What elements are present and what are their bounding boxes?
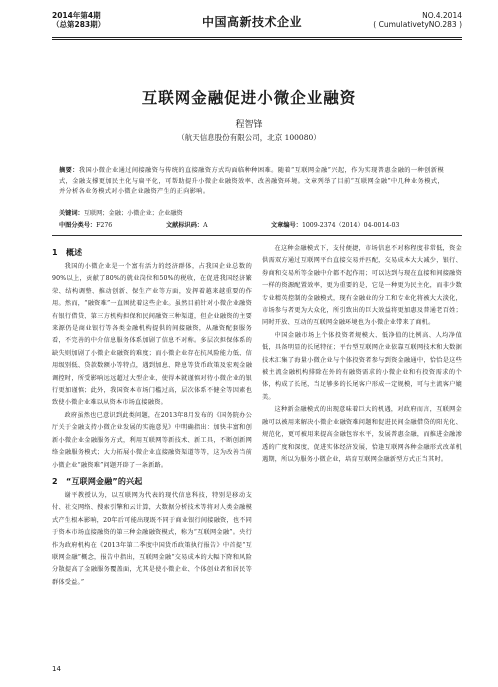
- section-2-paragraph-3: 中国金融市场上个体投资者规模大、低净值的比例高、人均净值低，具备明显的长尾特征；平台型互联网企业依靠互联网技术和大数据技术汇集了海量小微企业与个体投资者参与到资金融通中，恰恰是这些被主流金融机构排除在外的有融资需求的小微企业和有投资需求的个体，构成了长尾，当足够多的长尾客户形成一定规模，可与主流客户媲美。: [262, 331, 462, 401]
- total-issue: （总第283期）: [52, 20, 106, 29]
- issue-no: NO.4.2014: [422, 11, 462, 20]
- keywords: [59, 208, 183, 217]
- body-column-right: [262, 243, 462, 466]
- meta-divider: [52, 235, 462, 236]
- page-header: [0, 0, 498, 46]
- article-title: 互联网金融促进小微企业融资: [141, 88, 357, 107]
- abstract-label: 摘要：: [59, 167, 79, 174]
- article-author: 程智锋: [235, 120, 263, 130]
- section-2-title: 2 “互联网金融”的兴起: [52, 476, 143, 486]
- issue-info: [52, 11, 105, 29]
- clc-value: F276: [96, 222, 113, 229]
- section-2-paragraph-1: 谢平教授认为，以互联网为代表的现代信息科技，特别是移动支付、社交网络、搜索引擎和云计算，大数据分析技术等将对人类金融模式产生根本影响，20年后可能出现既不同于商业银行间接融资，也不同于资本市场直接融资的第三种金融融资模式，称为“互联网金融”。央行作为政府机构在《2013年第二季度中国货币政策执行报告》中首提“互联网金融”概念，报告中指出，互联网金融“交易成本的大幅下降和风险分散提高了金融服务覆盖面，尤其是使小微企业、个体创业者和居民等群体受益。”: [52, 491, 252, 586]
- section-2-paragraph-4: 这种新金融模式的出现意味着巨大的机遇，对政府而言，互联网金融可以被用来解决小微企业融资难问题和促进民间金融借贷的阳光化、规范化，更可被用来提高金融包容水平，发展普惠金融，而推进金融渗透的广度和深度，促进实体经济发展，恰逢互联网各种金融形式改革机遇期，所以为服务小微企业，培育互联网金融新型方式正当其时。: [262, 406, 462, 463]
- article-no-field: [271, 220, 399, 229]
- section-2-paragraph-2: 在这种金融模式下，支付便捷，市场信息不对称程度非常低，资金供需双方通过互联网平台直接交易并匹配，交易成本大大减少，银行、券商和交易所等金融中介都不起作用；可以达到与现在直接和间接融资一样的资源配置效率，更为重要的是，它是一种更为民主化，而非少数专业精英控制的金融模式，现有金融业的分工和专业化将被大大淡化，市场参与者更为大众化，所引致出的巨大效益将更加惠及普通老百姓；同时开放、互动的互联网金融环境也为小微企业带来了商机。: [262, 245, 462, 327]
- abstract-text: 我国小微企业通过间接融资与传统的直接融资方式均面临种种困难。随着“互联网金融”兴起，作为实现普惠金融的一种创新模式，金融支撑更加民主化与扁平化，可帮助提升小微企业融资效率、改善融资环境。文章列举了目前“互联网金融”中几种业务模式，并分析各业务模式对小微企业融资产生的正向影响。: [59, 167, 444, 195]
- keywords-text: 互联网；金融；小微企业；企业融资: [83, 210, 183, 217]
- year-issue: 2014年第4期: [52, 11, 101, 20]
- header-rule: [52, 37, 462, 38]
- doc-code-value: A: [203, 222, 208, 229]
- header-rule-thin: [52, 39, 462, 40]
- clc-field: [59, 220, 112, 229]
- journal-name: 中国高新技术企业: [202, 15, 303, 29]
- section-1-paragraph-1: 我国的小微企业是一个富有活力的经济群体，占我国企业总数的90%以上，贡献了80%的就业岗位和50%的税收，在促进我国经济繁荣、结构调整、推动创新、保生产业等方面，发挥着越来越重要的作用。然而，“融资难”一直困扰着这些企业。虽然目前针对小微企业融资有银行借贷、第三方机构担保和民间融资三种渠道，但企业融资的主要来源仍是商业银行等各类金融机构提供的间接融资，从融资配套服务看，不完善的中介信息服务体系加剧了信息不对称。多层次担保体系的缺失则加剧了小微企业融资的难度；而小微企业存在抗风险能力低、信用级别低、贷款数额小等特点，遇到加息、降息等货币政策及宏观金融调控时，所受影响远远超过大型企业，使得本就谨慎对待小微企业的银行更加谨慎；此外，我国资本市场门槛过高，层次体系不健全等因素也致使小微企业难以从资本市场直接融资。: [52, 263, 252, 407]
- section-1-paragraph-2: 政府虽然也已意识到此类问题，在2013年8月发布的《国务院办公厅关于金融支持小微企业发展的实施意见》中明确指出：加快丰富和创新小微企业金融服务方式，利用互联网等新技术、新工具，不断创新网络金融服务模式；大力拓展小微企业直接融资渠道等等，这为改善当前小微企业“融资难”问题开辟了一条新路。: [52, 411, 252, 469]
- clc-label: 中图分类号：: [59, 222, 97, 229]
- section-1-title: 1 概述: [52, 248, 83, 257]
- body-column-left: [52, 243, 252, 589]
- article-affiliation: （航天信息股份有限公司，北京 100080）: [177, 133, 321, 142]
- article-no-label: 文章编号：: [271, 222, 302, 229]
- issue-info-en: [373, 11, 462, 29]
- doc-code-label: 文献标识码：: [166, 222, 204, 229]
- article-no-value: 1009-2374（2014）04-0014-03: [301, 222, 400, 229]
- doc-code-field: [166, 220, 208, 229]
- page-number: 14: [52, 665, 61, 673]
- abstract: [59, 166, 444, 198]
- cumulative-no: ( CumulativetyNO.283 ): [373, 20, 462, 29]
- keywords-label: 关键词：: [59, 210, 84, 217]
